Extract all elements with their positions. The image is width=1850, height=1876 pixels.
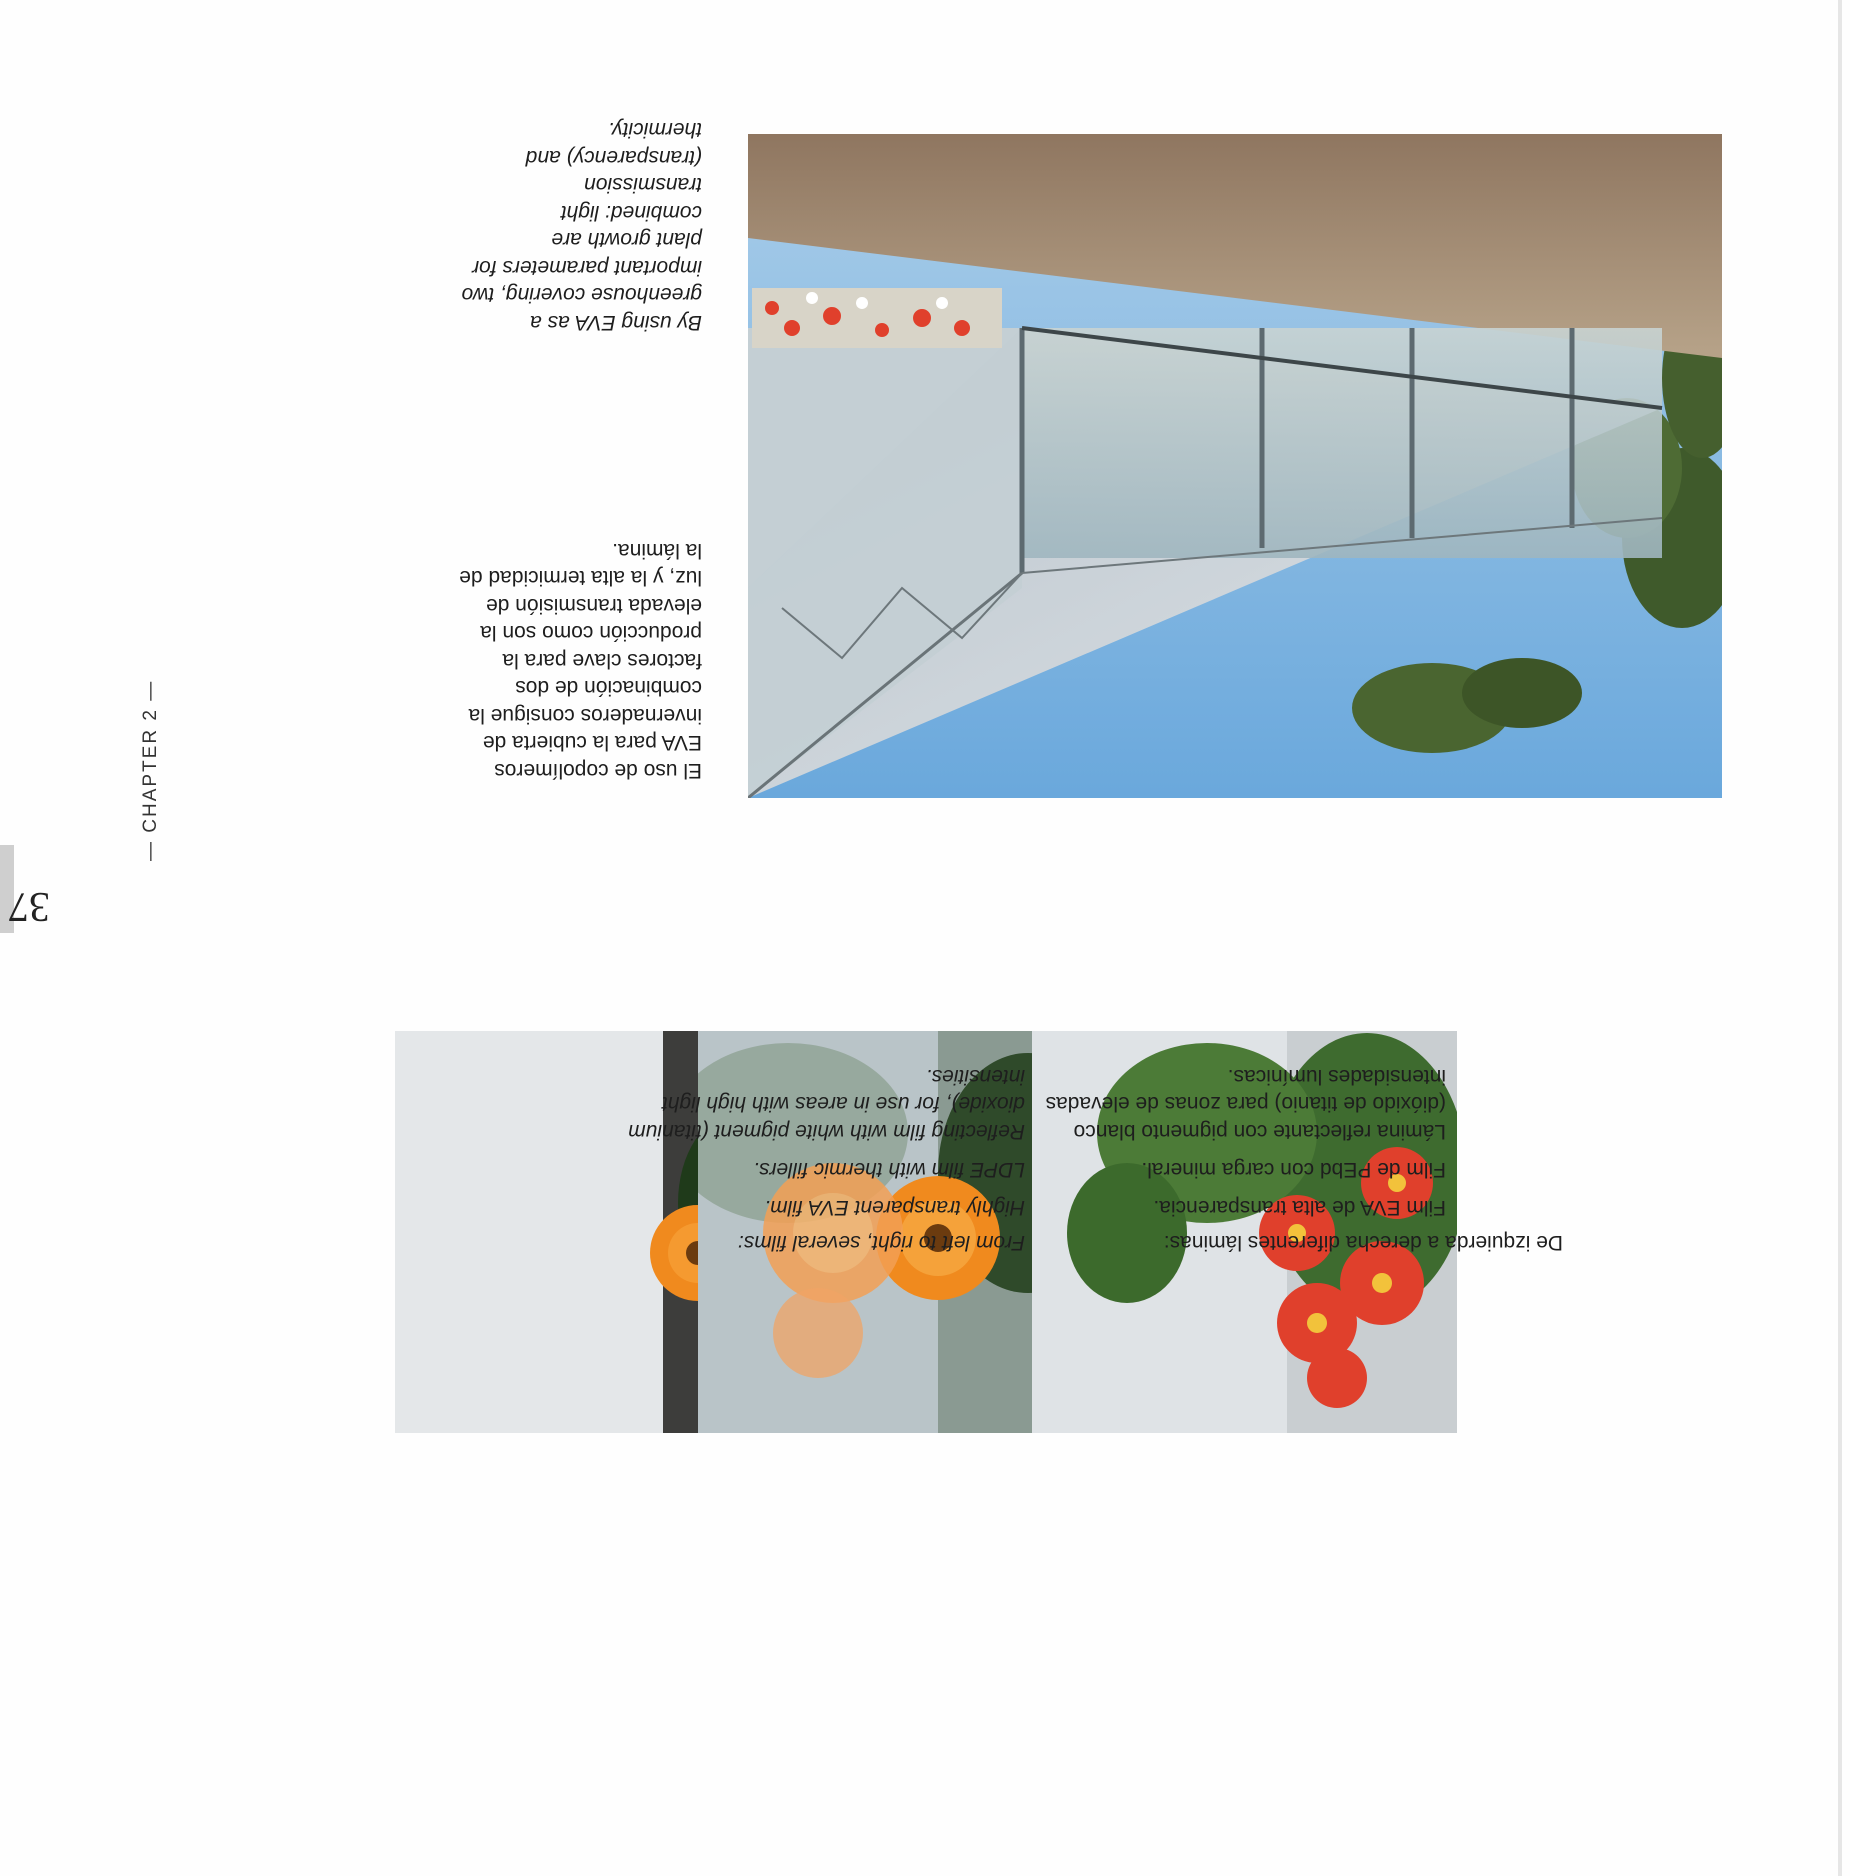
greenhouse-caption-en: By using EVA as a greenhouse covering, two important parameters for plant growth are combined: light transmission (transparency) and thermicity. (461, 118, 702, 334)
greenhouse-caption-es: El uso de copolímeros EVA para la cubierta de invernaderos consigue la combinación de dos factores clave para la producción como son la elevada transmisión de luz, y la alta termicidad de la lámina. (459, 539, 702, 782)
film-en-3: Reflecting film with white pigment (titanium dioxide), for use in areas with high light intensities. (628, 1065, 1025, 1143)
film-en-2: LDPE film with thermic fillers. (753, 1158, 1025, 1181)
page-number: 37 (8, 883, 50, 929)
films-intro-en: From left to right, several films: (737, 1231, 1025, 1254)
film-en-1: Highly transparent EVA film. (764, 1196, 1025, 1219)
binding-edge (1838, 0, 1842, 1876)
chapter-running-head: — CHAPTER 2 — (140, 679, 161, 861)
films-intro-es: De izquierda a derecha diferentes láminas: (1163, 1231, 1563, 1254)
greenhouse-photo (748, 134, 1722, 798)
film-es-1: Film EVA de alta transparencia. (1153, 1196, 1446, 1219)
film-es-3: Lámina reflectante con pigmento blanco (dióxido de titanio) para zonas de elevadas intensidades lumínicas. (1045, 1065, 1446, 1143)
film-es-2: Film de PEbd con carga mineral. (1141, 1158, 1446, 1181)
